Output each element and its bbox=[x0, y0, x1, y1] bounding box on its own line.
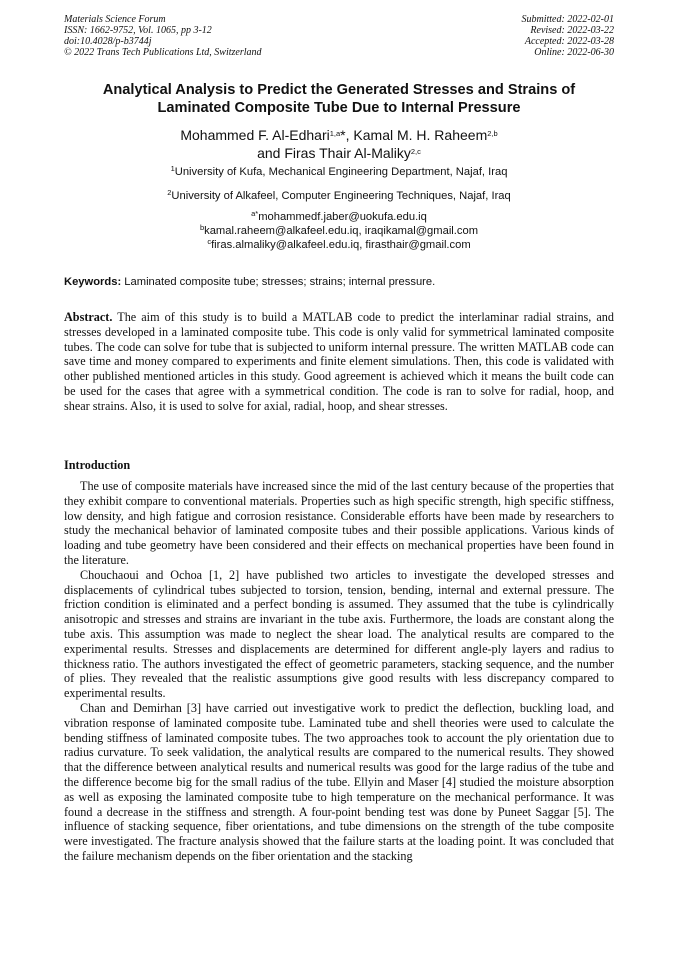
revised-date: Revised: 2022-03-22 bbox=[530, 25, 614, 36]
affiliation-1 bbox=[64, 165, 614, 179]
paper-title bbox=[64, 81, 614, 117]
email-b-text[interactable]: kamal.raheem@alkafeel.edu.iq, iraqikamal@gmail.com bbox=[204, 225, 479, 237]
author-3-affiliation-mark: 2,c bbox=[410, 147, 421, 156]
corresponding-author-mark: *, bbox=[340, 127, 354, 143]
email-list bbox=[64, 210, 614, 252]
email-b-mark: b bbox=[199, 223, 205, 232]
accepted-date: Accepted: 2022-03-28 bbox=[524, 36, 614, 47]
affiliation-2-mark: 2 bbox=[167, 188, 172, 197]
email-a-mark: a* bbox=[251, 209, 259, 218]
copyright-line: © 2022 Trans Tech Publications Ltd, Switzerland bbox=[64, 47, 262, 58]
author-1-name: Mohammed F. Al-Edhari bbox=[180, 127, 330, 143]
publication-info bbox=[64, 14, 262, 58]
affiliation-1-text: University of Kufa, Mechanical Engineering Department, Najaf, Iraq bbox=[174, 166, 508, 178]
journal-name: Materials Science Forum bbox=[64, 14, 166, 25]
affiliation-2-text: University of Alkafeel, Computer Engineering Techniques, Najaf, Iraq bbox=[171, 190, 511, 202]
email-line-c bbox=[64, 238, 614, 252]
abstract-section bbox=[64, 310, 614, 414]
title-line-1: Analytical Analysis to Predict the Generated Stresses and Strains of bbox=[102, 82, 576, 98]
author-1-affiliation-mark: 1,a bbox=[329, 129, 341, 138]
author-3-name: Firas Thair Al-Maliky bbox=[284, 145, 411, 161]
introduction-heading: Introduction bbox=[64, 458, 131, 472]
affiliation-1-mark: 1 bbox=[170, 164, 175, 173]
publication-dates bbox=[522, 14, 615, 58]
submitted-date: Submitted: 2022-02-01 bbox=[521, 14, 614, 25]
email-line-a bbox=[64, 210, 614, 224]
issn-line: ISSN: 1662-9752, Vol. 1065, pp 3-12 bbox=[64, 25, 212, 36]
doi-line: doi:10.4028/p-b3744j bbox=[64, 36, 152, 47]
author-line-1 bbox=[64, 126, 614, 144]
title-line-2: Laminated Composite Tube Due to Internal Pressure bbox=[157, 100, 521, 116]
keywords-section bbox=[64, 275, 614, 289]
affiliation-2 bbox=[64, 189, 614, 203]
abstract-text: The aim of this study is to build a MATLAB code to predict the interlaminar radial strains, and stresses developed in a laminated composite tube. This code is only valid for symmetrical laminated composite tubes. The code can solve for tube that is subjected to uniform internal pressure. The written MATLAB code can save time and money compared to experiments and finite element simulations. Then, this code is validated with other published mentioned articles in this study. Good agreement is achieved which it means the built code can be used for the cases that agree with a symmetrical condition. The code is ran to solve for radial, hoop, and shear strains. Also, it is used to solve for axial, radial, hoop, and shear stresses. bbox=[64, 310, 614, 413]
and-conjunction: and bbox=[257, 145, 285, 161]
email-line-b bbox=[64, 224, 614, 238]
email-c-text[interactable]: firas.almaliky@alkafeel.edu.iq, firasthair@gmail.com bbox=[211, 239, 471, 251]
author-2-affiliation-mark: 2,b bbox=[487, 129, 498, 138]
abstract-label: Abstract. bbox=[64, 310, 113, 324]
keywords-label: Keywords: bbox=[64, 276, 122, 288]
intro-paragraph-1: The use of composite materials have increased since the mid of the last century because of the properties that they exhibit compare to conventional materials. Properties such as high specific strength, high specific stiffness, low density, and high fatigue and corrosion resistance. Considerable efforts have been made by researchers to study the mechanical behavior of laminated composite tubes and their possible applications. Various kinds of loading and tube geometry have been considered and their effects on mechanical properties have been found in the literature. bbox=[64, 479, 614, 567]
keywords-text: Laminated composite tube; stresses; strains; internal pressure. bbox=[121, 276, 436, 288]
intro-paragraph-3: Chan and Demirhan [3] have carried out investigative work to predict the deflection, buckling load, and vibration response of laminated composite tube. Laminated tube and shell theories were used to calculate the bending stiffness of laminated composite tubes. The two approaches took to account the ply orientation due to radius curvature. To seek validation, the analytical results are compared to the numerical results. They showed that the difference between analytical results and numerical results was good for the large radius of the tube and the difference become big for the small radius of the tube. Ellyin and Maser [4] studied the moisture absorption as well as exposing the laminated composite tube to high temperature on the mechanical performance. It was found a decrease in the stiffness and strength. A four-point bending test was done by Puneet Saggar [5]. The influence of stacking sequence, fiber orientations, and tube dimensions on the strength of the tube composite were investigated. The fracture analysis showed that the failure starts at the loading point. It was concluded that the failure mechanism depends on the fiber orientation and the stacking bbox=[64, 700, 614, 863]
author-line-2 bbox=[64, 144, 614, 162]
introduction-body bbox=[64, 479, 614, 864]
author-2-name: Kamal M. H. Raheem bbox=[353, 127, 488, 143]
email-c-mark: c bbox=[207, 237, 212, 246]
email-a-text[interactable]: mohammedf.jaber@uokufa.edu.iq bbox=[258, 211, 427, 223]
author-list bbox=[64, 126, 614, 162]
intro-paragraph-2: Chouchaoui and Ochoa [1, 2] have published two articles to investigate the developed stresses and displacements of cylindrical tubes subjected to torsion, tension, bending, internal and external pressure. The friction condition is eliminated and a perfect bonding is assumed. They assumed that the tube is cylindrically anisotropic and stresses and strains are invariant in the tube axis. Furthermore, the loads are constant along the tube axis. This assumption was made to neglect the shear load. The analytical results are compared to the experimental results. Stresses and displacements are determined for different angle-ply layers and radius to thickness ratio. The authors investigated the effect of geometric parameters, stacking sequence, and the number of plies. They revealed that the realistic assumptions give good results with less discrepancy compared to experimental results. bbox=[64, 567, 614, 701]
online-date: Online: 2022-06-30 bbox=[534, 47, 614, 58]
